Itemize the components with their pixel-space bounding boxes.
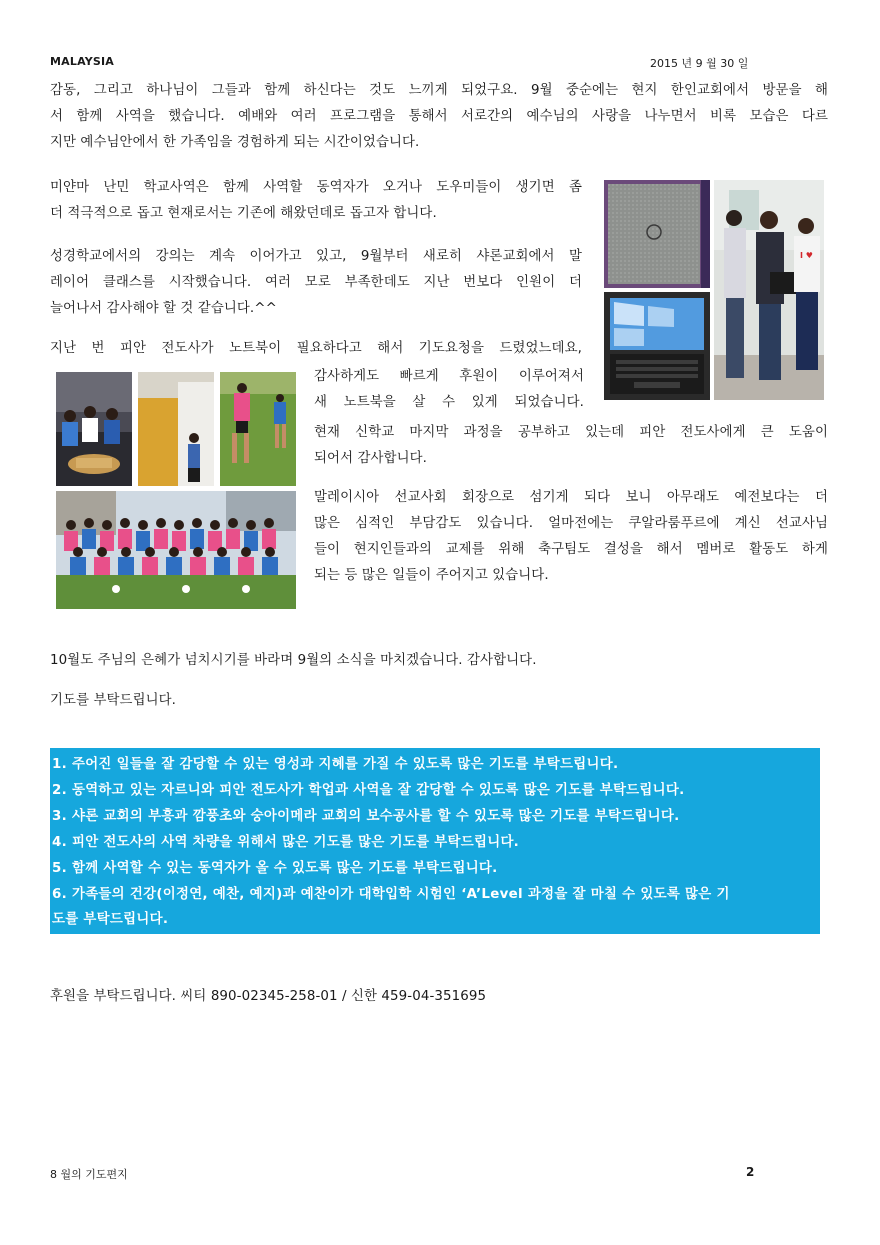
header-date: 2015 년 9 월 30 일 <box>650 57 749 70</box>
paragraph-7 <box>50 688 828 714</box>
text-line: 지난 번 피안 전도사가 노트북이 필요하다고 해서 기도요청을 드렸었느데요, <box>50 341 582 356</box>
text-line: 되어서 감사합니다. <box>314 451 427 466</box>
support-account-info <box>50 984 828 1010</box>
prayer-item: 5. 함께 사역할 수 있는 동역자가 올 수 있도록 많은 기도를 부탁드립니다. <box>52 861 498 876</box>
yellow-room-photo <box>138 372 214 486</box>
text-line: 감사하게도 빠르게 후원이 이루어져서 <box>314 369 584 384</box>
footer-title: 8 월의 기도편지 <box>50 1168 128 1181</box>
text-line: 말레이시아 선교사회 회장으로 섬기게 되다 보니 아무래도 예전보다는 더 <box>314 490 828 505</box>
paragraph-6 <box>50 648 828 674</box>
text-line: 후원을 부탁드립니다. 씨티 890-02345-258-01 / 신한 459-04-351695 <box>50 989 487 1004</box>
prayer-item: 도를 부탁드립니다. <box>52 912 169 927</box>
text-line: 들이 현지인들과의 교제를 위해 축구팀도 결성을 해서 멤버로 활동도 하게 <box>314 542 828 557</box>
soccer-team-photo <box>56 491 296 609</box>
paragraph-4-wide <box>314 420 828 472</box>
text-line: 지만 예수님안에서 한 가족임을 경험하게 되는 시간이었습니다. <box>50 135 420 150</box>
text-line: 레이어 클래스를 시작했습니다. 여러 모로 부족한데도 지난 번보다 인원이 더 <box>50 275 582 290</box>
paragraph-5 <box>314 485 828 589</box>
prayer-item: 1. 주어진 일들을 잘 감당할 수 있는 영성과 지혜를 가질 수 있도록 많은 기도를 부탁드립니다. <box>52 757 619 772</box>
text-line: 10월도 주님의 은혜가 넘치시기를 바라며 9월의 소식을 마치겠습니다. 감사합니다. <box>50 653 537 668</box>
text-line: 현재 신학교 마지막 과정을 공부하고 있는데 피안 전도사에게 큰 도움이 <box>314 425 828 440</box>
laptop-box-photo <box>604 180 710 288</box>
prayer-item: 6. 가족들의 건강(이정연, 예찬, 예지)과 예찬이가 대학입학 시험인 ‘A’Level 과정을 잘 마칠 수 있도록 많은 기 <box>52 887 730 902</box>
laptop-screen-photo <box>604 292 710 400</box>
header-country: MALAYSIA <box>50 55 115 68</box>
text-line: 미얀마 난민 학교사역은 함께 사역할 동역자가 오거나 도우미들이 생기면 좀 <box>50 180 582 195</box>
svg-text:I ♥: I ♥ <box>800 251 813 260</box>
text-line: 되는 등 많은 일들이 주어지고 있습니다. <box>314 568 549 583</box>
paragraph-3 <box>50 244 582 322</box>
prayer-item: 3. 샤론 교회의 부흥과 깜풍초와 숭아이메라 교회의 보수공사를 할 수 있도록 많은 기도를 부탁드립니다. <box>52 809 680 824</box>
prayer-item: 4. 피안 전도사의 사역 차량을 위해서 많은 기도를 많은 기도를 부탁드립니다. <box>52 835 520 850</box>
text-line: 성경학교에서의 강의는 계속 이어가고 있고, 9월부터 새로히 샤론교회에서 말 <box>50 249 582 264</box>
page-number: 2 <box>746 1165 755 1179</box>
text-line: 늘어나서 감사해야 할 것 같습니다.^^ <box>50 301 277 316</box>
text-line: 기도를 부탁드립니다. <box>50 693 177 708</box>
paragraph-2 <box>50 175 582 227</box>
soccer-field-photo <box>220 372 296 486</box>
text-line: 새 노트북을 살 수 있게 되었습니다. <box>314 395 584 410</box>
text-line: 많은 심적인 부담감도 있습니다. 얼마전에는 쿠알라룸푸르에 계신 선교사님 <box>314 516 828 531</box>
paragraph-4-narrow <box>314 364 584 416</box>
text-line: 서 함께 사역을 했습니다. 예배와 여러 프로그램을 통해서 서로간의 예수님의 사랑을 나누면서 비록 모습은 다르 <box>50 109 828 124</box>
group-laptop-photo <box>714 180 824 400</box>
paragraph-1 <box>50 78 828 156</box>
prayer-request-box <box>50 748 820 934</box>
prayer-item: 2. 동역하고 있는 자르니와 피안 전도사가 학업과 사역을 잘 감당할 수 있도록 많은 기도를 부탁드립니다. <box>52 783 685 798</box>
text-line: 더 적극적으로 돕고 현재로서는 기존에 해왔던데로 돕고자 합니다. <box>50 206 437 221</box>
paragraph-4-first-line <box>50 336 582 362</box>
gathering-photo <box>56 372 132 486</box>
text-line: 감동, 그리고 하나님이 그들과 함께 하신다는 것도 느끼게 되었구요. 9월 중순에는 현지 한인교회에서 방문을 해 <box>50 83 828 98</box>
